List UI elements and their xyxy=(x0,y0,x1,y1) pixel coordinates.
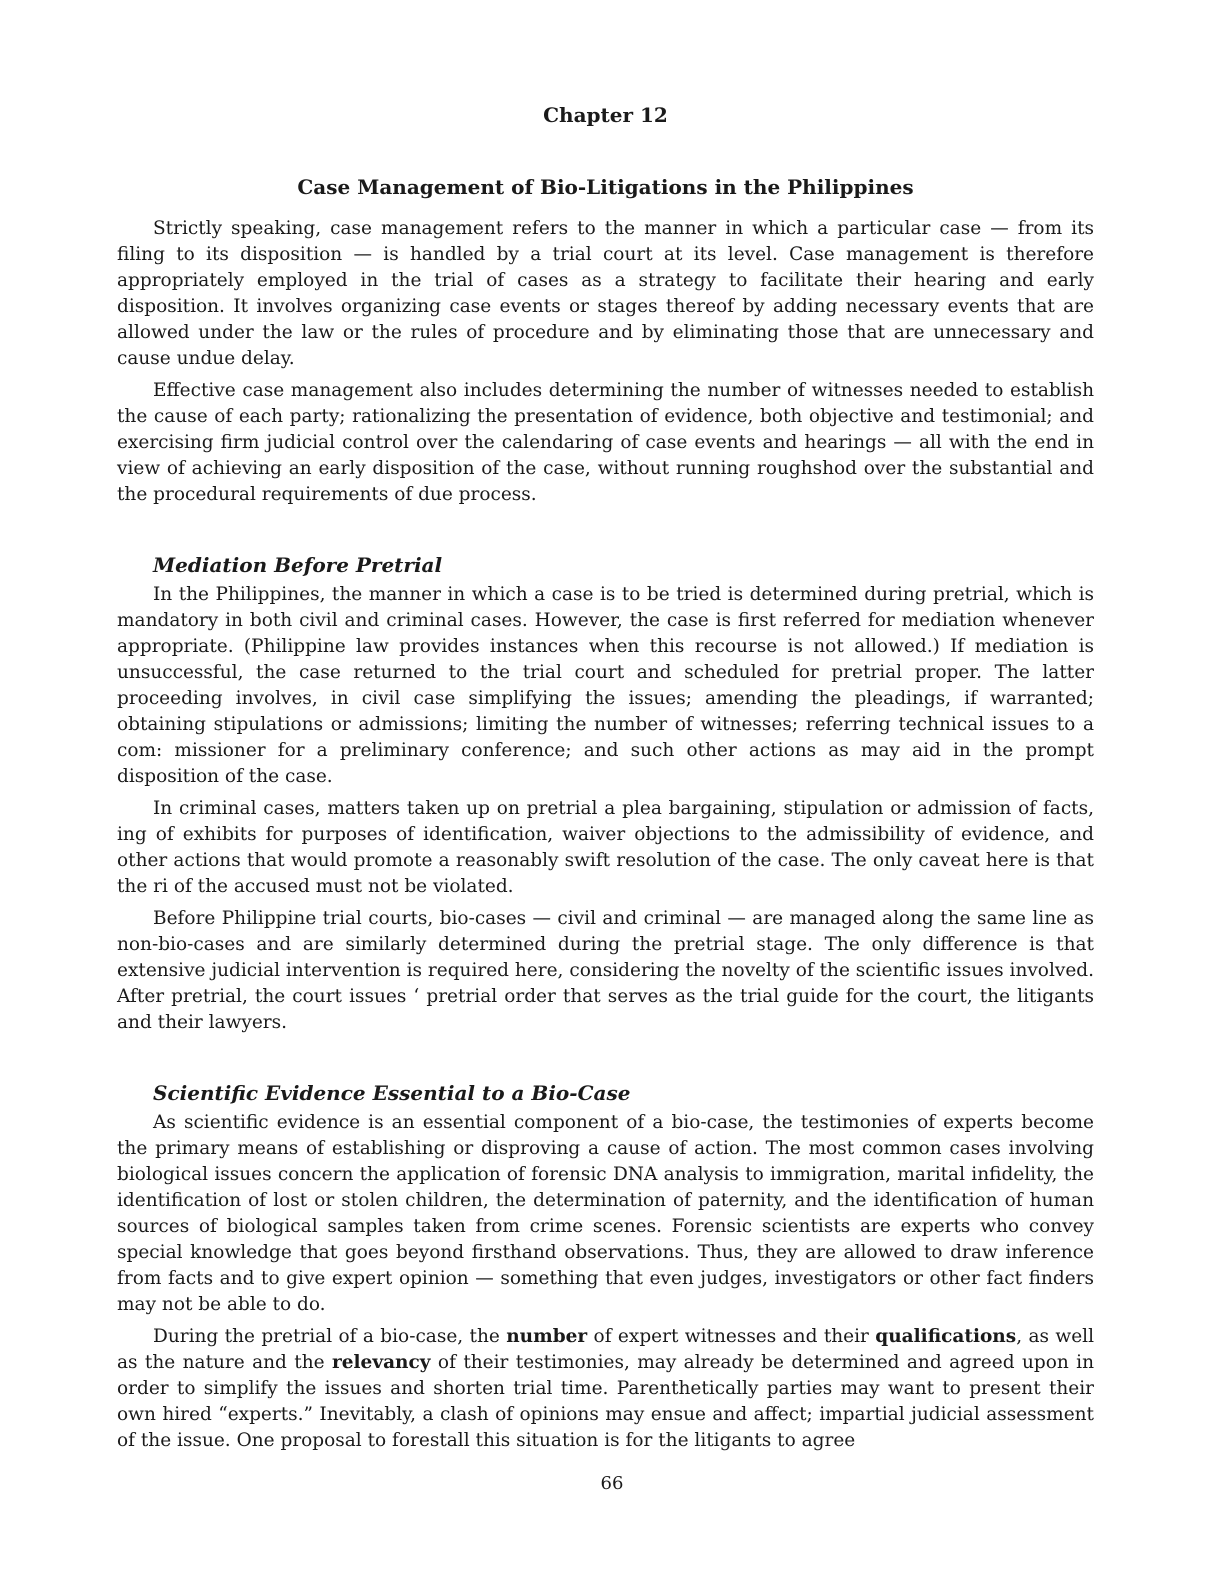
bold-term-relevancy: relevancy xyxy=(332,1352,431,1373)
intro-paragraph: Effective case management also includes determining the number of witnesses needed to establish the cause of each party; rationalizing the presentation of evidence, both objective and testimonial; and exercising firm judicial control over the calendaring of case events and hearings — all with the end in view of achieving an early disposition of the case, without running roughshod over the substantial and the procedural requirements of due process. xyxy=(117,380,1094,505)
section-paragraph: In criminal cases, matters taken up on pretrial a plea bargaining, stipulation or admission of facts, ing of exhibits for purposes of identification, waiver objections to the admissibility of evidence, and other actions that would promote a reasonably swift resolution of the case. The only caveat here is that the ri of the accused must not be violated. xyxy=(117,798,1094,897)
section-paragraph-with-emphasis xyxy=(117,1324,1094,1454)
section-paragraph: As scientific evidence is an essential component of a bio-case, the testimonies of experts become the primary means of establishing or disproving a cause of action. The most common cases involving biological issues concern the application of forensic DNA analysis to immigration, marital infidelity, the identification of lost or stolen children, the determination of paternity, and the identification of human sources of biological samples taken from crime scenes. Forensic scientists are experts who convey special knowledge that goes beyond firsthand observations. Thus, they are allowed to draw inference from facts and to give expert opinion — something that even judges, investigators or other fact finders may not be able to do. xyxy=(117,1112,1094,1315)
section-paragraph: In the Philippines, the manner in which a case is to be tried is determined during pretrial, which is mandatory in both civil and criminal cases. However, the case is first referred for mediation whenever appropriate. (Philippine law provides instances when this recourse is not allowed.) If mediation is unsuccessful, the case returned to the trial court and scheduled for pretrial proper. The latter proceeding involves, in civil case simplifying the issues; amending the pleadings, if warranted; obtaining stipulations or admissions; limiting the number of witnesses; referring technical issues to a com: missioner for a preliminary conference; and such other actions as may aid in the prompt disposition of the case. xyxy=(117,584,1094,787)
text-run: of expert witnesses and their xyxy=(587,1326,876,1347)
page-number: 66 xyxy=(600,1473,624,1494)
intro-paragraph: Strictly speaking, case management refers to the manner in which a particular case — from its filing to its disposition — is handled by a trial court at its level. Case management is therefore appropriately employed in the trial of cases as a strategy to facilitate their hearing and early disposition. It involves organizing case events or stages thereof by adding necessary events that are allowed under the law or the rules of procedure and by eliminating those that are unnecessary and cause undue delay. xyxy=(117,218,1094,369)
text-run: During the pretrial of a bio-case, the xyxy=(153,1326,507,1347)
section-paragraph: Before Philippine trial courts, bio-cases — civil and criminal — are managed along the same line as non-bio-cases and are similarly determined during the pretrial stage. The only difference is that extensive judicial intervention is required here, considering the novelty of the scientific issues involved. After pretrial, the court issues ‘ pretrial order that serves as the trial guide for the court, the litigants and their lawyers. xyxy=(117,908,1094,1033)
bold-term-number: number xyxy=(506,1326,588,1347)
text-run: , as well as the nature and the xyxy=(117,1326,1094,1373)
section-heading-scientific-evidence: Scientific Evidence Essential to a Bio-Case xyxy=(153,1081,631,1105)
bold-term-qualifications: qualifications xyxy=(875,1326,1017,1347)
text-run: of their testimonies, may already be determined and agreed upon in order to simplify the issues and shorten trial time. Parenthetically parties may want to present their own hired “experts.” Inevitably, a clash of opinions may ensue and affect; impartial judicial assessment of the issue. One proposal to forestall this situation is for the litigants to agree xyxy=(117,1352,1094,1451)
chapter-title: Case Management of Bio-Litigations in the Philippines xyxy=(297,175,914,199)
page-body xyxy=(117,100,1094,1460)
section-heading-mediation: Mediation Before Pretrial xyxy=(153,553,443,577)
chapter-label: Chapter 12 xyxy=(543,103,668,127)
